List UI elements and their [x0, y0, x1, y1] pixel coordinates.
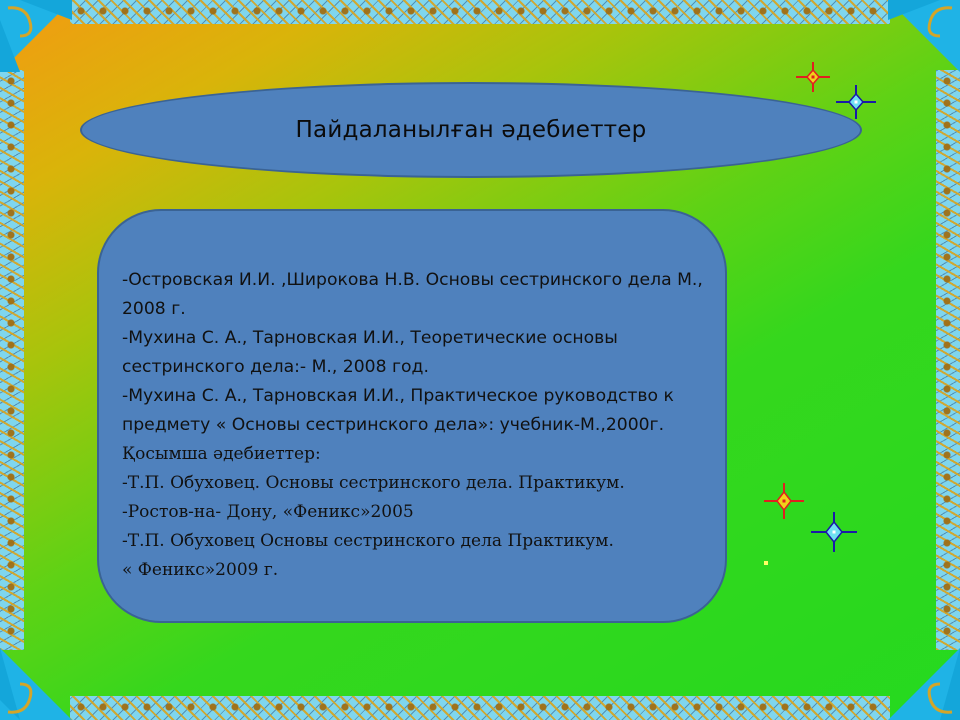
- corner-ornament-icon: [0, 0, 72, 72]
- reference-item: -Мухина С. А., Тарновская И.И., Теоретические основы сестринского дела:- М., 2008 год.: [122, 328, 618, 377]
- sparkle-dot: [764, 561, 768, 565]
- corner-ornament-icon: [888, 0, 960, 72]
- corner-ornament-icon: [0, 648, 72, 720]
- reference-item: « Феникс»2009 г.: [122, 560, 279, 580]
- top-ornament-border: [70, 0, 890, 24]
- red-star-icon: [796, 62, 830, 96]
- title-ellipse: [80, 82, 862, 178]
- reference-item: -Т.П. Обуховец Основы сестринского дела Практикум.: [122, 531, 614, 551]
- references-list: [122, 266, 712, 585]
- reference-item: -Ростов-на- Дону, «Феникс»2005: [122, 502, 414, 522]
- right-ornament-border: [936, 70, 960, 650]
- corner-ornament-icon: [888, 648, 960, 720]
- reference-item: -Т.П. Обуховец. Основы сестринского дела. Практикум.: [122, 473, 625, 493]
- reference-item: -Мухина С. А., Тарновская И.И., Практическое руководство к предмету « Основы сестринского дела»: учебник-М.,2000г.: [122, 386, 674, 435]
- additional-references-heading: Қосымша әдебиеттер:: [122, 444, 321, 464]
- red-star-icon: [764, 483, 804, 523]
- bottom-ornament-border: [70, 696, 890, 720]
- blue-star-icon: [811, 512, 857, 556]
- blue-star-icon: [836, 85, 876, 123]
- reference-item: -Островская И.И. ,Широкова Н.В. Основы сестринского дела М., 2008 г.: [122, 270, 703, 319]
- slide-title: Пайдаланылған әдебиеттер: [295, 117, 647, 143]
- left-ornament-border: [0, 70, 24, 650]
